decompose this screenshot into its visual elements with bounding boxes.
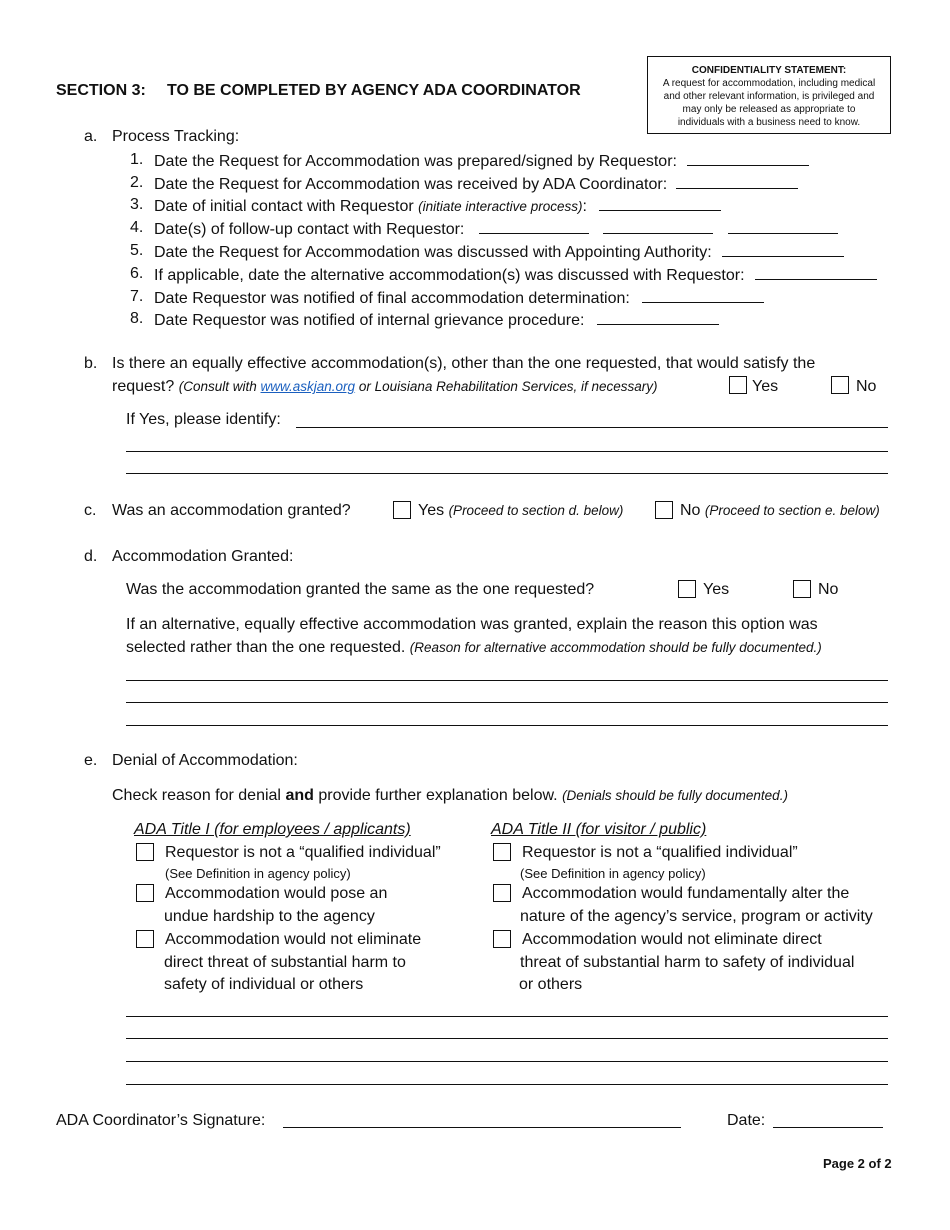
section-c-letter: c. bbox=[84, 502, 97, 519]
tracking-item-text: Date the Request for Accommodation was prepared/signed by Requestor: bbox=[154, 153, 677, 170]
denial-explain-line-3[interactable] bbox=[126, 1061, 888, 1062]
colon: : bbox=[582, 198, 587, 215]
tracking-item-6 bbox=[154, 264, 877, 286]
tracking-num: 7. bbox=[130, 288, 144, 305]
accommodation-granted-question: Was an accommodation granted? bbox=[112, 502, 351, 519]
d-yes-checkbox[interactable] bbox=[678, 580, 696, 598]
confidentiality-line: and other relevant information, is privileged and bbox=[663, 91, 875, 102]
alt-explain-line-1: If an alternative, equally effective accommodation was granted, explain the reason this option was bbox=[126, 616, 818, 633]
instr-note: (Denials should be fully documented.) bbox=[562, 788, 788, 803]
c-yes-checkbox[interactable] bbox=[393, 501, 411, 519]
tracking-num: 3. bbox=[130, 196, 144, 213]
tracking-item-3 bbox=[154, 195, 721, 217]
alt-explain-write-line-2[interactable] bbox=[126, 702, 888, 703]
alt-explain-line-2 bbox=[126, 638, 822, 658]
section-a-letter: a. bbox=[84, 128, 98, 145]
tracking-item-text: Date(s) of follow-up contact with Requestor: bbox=[154, 221, 465, 238]
title-2-opt3-label-3: or others bbox=[519, 976, 583, 993]
b-no-checkbox[interactable] bbox=[831, 376, 849, 394]
page-number: Page 2 of 2 bbox=[823, 1156, 892, 1171]
process-tracking-title: Process Tracking: bbox=[112, 128, 240, 145]
tracking-num: 5. bbox=[130, 242, 144, 259]
date-label: Date: bbox=[727, 1112, 766, 1129]
date-followup-3-field[interactable] bbox=[728, 218, 838, 234]
tracking-item-text: Date the Request for Accommodation was discussed with Appointing Authority: bbox=[154, 244, 712, 261]
date-prepared-field[interactable] bbox=[687, 150, 809, 166]
c-no-label bbox=[680, 501, 880, 521]
accommodation-granted-title: Accommodation Granted: bbox=[112, 548, 294, 565]
title-1-heading: ADA Title I (for employees / applicants) bbox=[134, 821, 411, 838]
tracking-item-8 bbox=[154, 309, 719, 331]
tracking-num: 8. bbox=[130, 310, 144, 327]
tracking-item-text: Date of initial contact with Requestor bbox=[154, 198, 414, 215]
title-2-opt1-sub: (See Definition in agency policy) bbox=[520, 866, 706, 881]
confidentiality-line: may only be released as appropriate to bbox=[682, 104, 856, 115]
instr-text: Check reason for denial bbox=[112, 787, 281, 804]
title-1-opt3-checkbox[interactable] bbox=[136, 930, 154, 948]
denial-explain-line-4[interactable] bbox=[126, 1084, 888, 1085]
d-yes-label: Yes bbox=[703, 581, 730, 598]
section-number: SECTION 3: bbox=[56, 82, 146, 99]
title-1-opt2-checkbox[interactable] bbox=[136, 884, 154, 902]
title-2-opt2-label-1: Accommodation would fundamentally alter the bbox=[522, 885, 850, 902]
denial-title: Denial of Accommodation: bbox=[112, 752, 298, 769]
tracking-num: 4. bbox=[130, 219, 144, 236]
c-no-checkbox[interactable] bbox=[655, 501, 673, 519]
signature-date-line[interactable] bbox=[773, 1127, 883, 1128]
title-2-opt3-label-2: threat of substantial harm to safety of individual bbox=[520, 954, 855, 971]
date-appointing-authority-field[interactable] bbox=[722, 241, 844, 257]
date-followup-1-field[interactable] bbox=[479, 218, 589, 234]
tracking-item-7 bbox=[154, 287, 764, 309]
instr-bold: and bbox=[285, 787, 314, 804]
title-2-opt1-checkbox[interactable] bbox=[493, 843, 511, 861]
alt-explain-write-line-1[interactable] bbox=[126, 680, 888, 681]
identify-line-1[interactable] bbox=[296, 427, 888, 428]
confidentiality-line: A request for accommodation, including medical bbox=[662, 78, 876, 89]
alt-explain-text: selected rather than the one requested. bbox=[126, 639, 406, 656]
identify-label: If Yes, please identify: bbox=[126, 411, 281, 428]
section-title: TO BE COMPLETED BY AGENCY ADA COORDINATOR bbox=[167, 82, 581, 99]
same-as-requested-question: Was the accommodation granted the same as the one requested? bbox=[126, 581, 595, 598]
title-2-opt2-label-2: nature of the agency’s service, program or activity bbox=[520, 908, 873, 925]
askjan-link[interactable]: www.askjan.org bbox=[260, 379, 356, 394]
identify-line-3[interactable] bbox=[126, 473, 888, 474]
signature-label: ADA Coordinator’s Signature: bbox=[56, 1112, 266, 1129]
tracking-item-text: If applicable, date the alternative accommodation(s) was discussed with Requestor: bbox=[154, 267, 745, 284]
signature-line[interactable] bbox=[283, 1127, 681, 1128]
note-text: (Consult with bbox=[178, 379, 257, 394]
title-1-opt3-label-3: safety of individual or others bbox=[164, 976, 364, 993]
denial-explain-line-2[interactable] bbox=[126, 1038, 888, 1039]
alt-explain-write-line-3[interactable] bbox=[126, 725, 888, 726]
yes-text: Yes bbox=[418, 502, 445, 519]
tracking-num: 1. bbox=[130, 151, 144, 168]
consult-note bbox=[179, 379, 658, 394]
title-1-opt3-label-1: Accommodation would not eliminate bbox=[165, 931, 422, 948]
date-grievance-field[interactable] bbox=[597, 309, 719, 325]
title-1-opt3-label-2: direct threat of substantial harm to bbox=[164, 954, 406, 971]
date-alternative-discussed-field[interactable] bbox=[755, 264, 877, 280]
yes-note: (Proceed to section d. below) bbox=[448, 503, 624, 518]
section-e-letter: e. bbox=[84, 752, 98, 769]
b-yes-checkbox[interactable] bbox=[729, 376, 747, 394]
tracking-item-note: (initiate interactive process) bbox=[418, 199, 583, 214]
tracking-item-1 bbox=[154, 150, 809, 172]
title-2-heading: ADA Title II (for visitor / public) bbox=[491, 821, 707, 838]
c-yes-label bbox=[418, 501, 623, 521]
denial-instructions bbox=[112, 786, 788, 806]
alt-accommodation-question-2 bbox=[112, 377, 657, 397]
no-text: No bbox=[680, 502, 701, 519]
d-no-checkbox[interactable] bbox=[793, 580, 811, 598]
tracking-item-2 bbox=[154, 173, 798, 195]
alt-explain-note: (Reason for alternative accommodation should be fully documented.) bbox=[409, 640, 822, 655]
title-2-opt1-label: Requestor is not a “qualified individual” bbox=[522, 844, 798, 861]
no-note: (Proceed to section e. below) bbox=[704, 503, 880, 518]
confidentiality-line: individuals with a business need to know. bbox=[677, 117, 861, 128]
section-d-letter: d. bbox=[84, 548, 98, 565]
alt-accommodation-question: Is there an equally effective accommodation(s), other than the one requested, that would satisfy the bbox=[112, 355, 816, 372]
title-1-opt2-label-2: undue hardship to the agency bbox=[164, 908, 375, 925]
title-2-opt3-label-1: Accommodation would not eliminate direct bbox=[522, 931, 822, 948]
tracking-item-5 bbox=[154, 241, 844, 263]
tracking-item-text: Date Requestor was notified of internal grievance procedure: bbox=[154, 312, 585, 329]
title-1-opt1-checkbox[interactable] bbox=[136, 843, 154, 861]
tracking-item-text: Date the Request for Accommodation was received by ADA Coordinator: bbox=[154, 176, 668, 193]
date-final-determination-field[interactable] bbox=[642, 287, 764, 303]
title-2-opt2-checkbox[interactable] bbox=[493, 884, 511, 902]
b-no-label: No bbox=[856, 378, 877, 395]
d-no-label: No bbox=[818, 581, 839, 598]
date-received-field[interactable] bbox=[676, 173, 798, 189]
section-b-letter: b. bbox=[84, 355, 98, 372]
date-initial-contact-field[interactable] bbox=[599, 195, 721, 211]
question-text: request? bbox=[112, 378, 175, 395]
date-followup-2-field[interactable] bbox=[603, 218, 713, 234]
denial-explain-line-1[interactable] bbox=[126, 1016, 888, 1017]
b-yes-label: Yes bbox=[752, 378, 779, 395]
title-1-opt2-label-1: Accommodation would pose an bbox=[165, 885, 388, 902]
confidentiality-title: CONFIDENTIALITY STATEMENT: bbox=[691, 65, 847, 76]
title-1-opt1-label: Requestor is not a “qualified individual” bbox=[165, 844, 441, 861]
tracking-item-text: Date Requestor was notified of final accommodation determination: bbox=[154, 290, 630, 307]
tracking-num: 6. bbox=[130, 265, 144, 282]
note-text: or Louisiana Rehabilitation Services, if necessary) bbox=[358, 379, 658, 394]
identify-line-2[interactable] bbox=[126, 451, 888, 452]
tracking-item-4 bbox=[154, 218, 838, 240]
confidentiality-box bbox=[647, 56, 891, 134]
title-2-opt3-checkbox[interactable] bbox=[493, 930, 511, 948]
title-1-opt1-sub: (See Definition in agency policy) bbox=[165, 866, 351, 881]
instr-text: provide further explanation below. bbox=[318, 787, 558, 804]
tracking-num: 2. bbox=[130, 174, 144, 191]
